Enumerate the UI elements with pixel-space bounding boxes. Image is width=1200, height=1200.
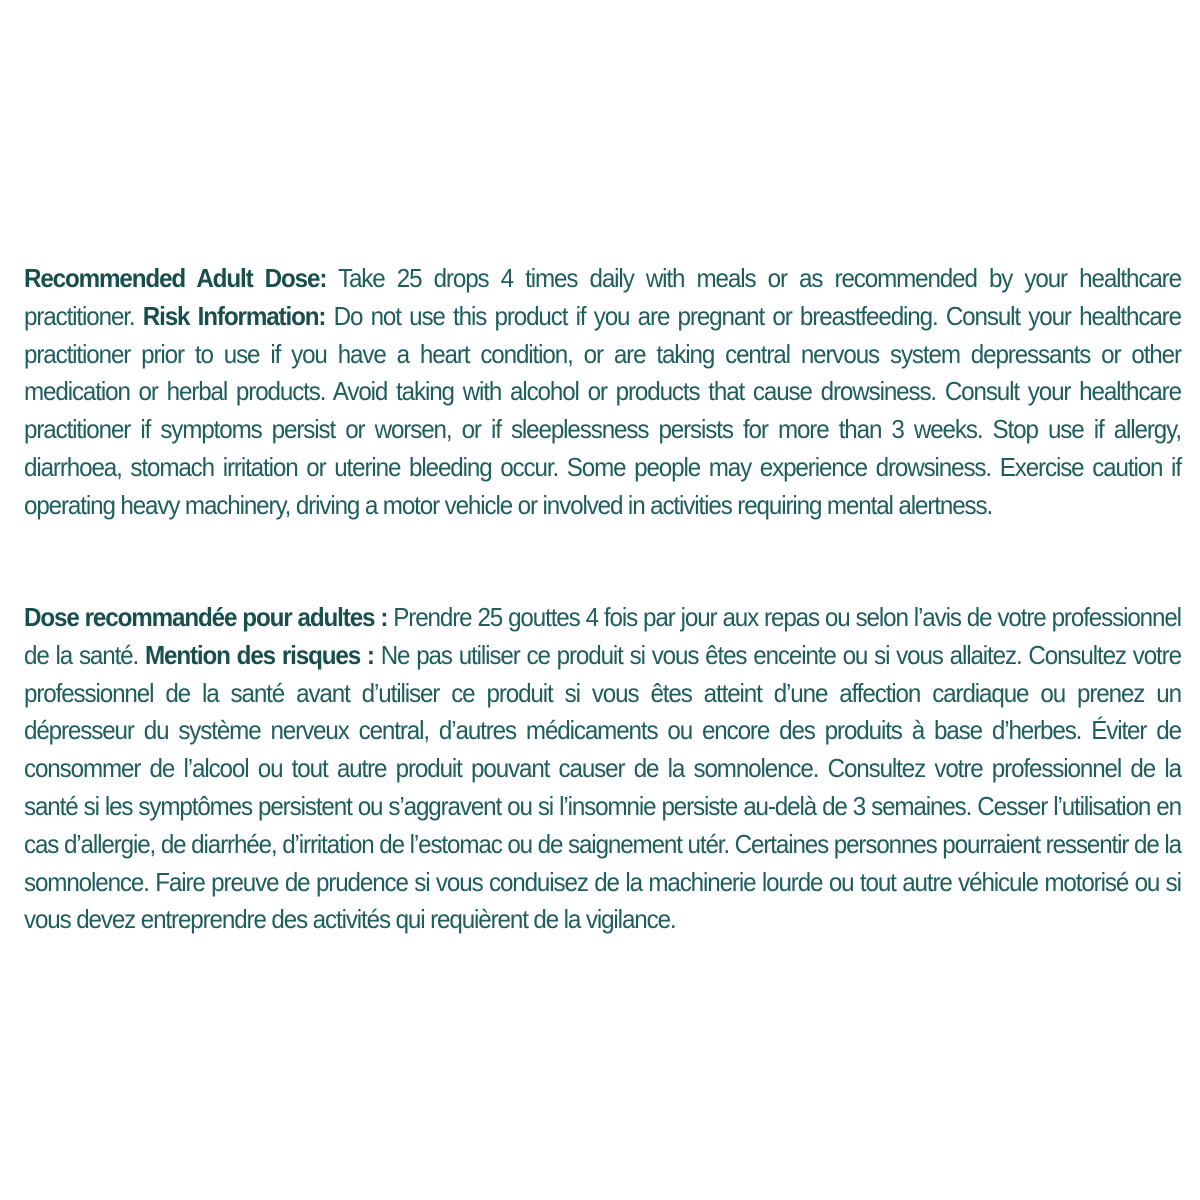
french-risk-heading: Mention des risques : <box>144 639 374 670</box>
english-risk-text: Do not use this product if you are pregnant or breastfeeding. Consult your healthcare practitioner prior to use if you have a heart condition, or are taking central nervous system depressants or other medication or herbal products. Avoid taking with alcohol or products that cause drowsiness. Consult your healthcare practitioner if symptoms persist or worsen, or if sleeplessness persists for more than 3 weeks. Stop use if allergy, diarrhoea, stomach irritation or uterine bleeding occur. Some people may experience drowsiness. Exercise caution if operating heavy machinery, driving a motor vehicle or involved in activities requiring mental alertness. <box>24 300 1181 520</box>
english-dose-heading: Recommended Adult Dose: <box>24 263 327 293</box>
english-risk-heading: Risk Information: <box>142 300 326 331</box>
english-dose-text: Take 25 drops 4 times daily with meals or as recommended by your healthcare practitioner. <box>24 263 1181 331</box>
french-risk-text: Ne pas utiliser ce produit si vous êtes enceinte ou si vous allaitez. Consultez votre professionnel de la santé avant d’utiliser ce produit si vous êtes atteint d’une affection cardiaque ou prenez un dépresseur du système nerveux central, d’autres médicaments ou encore des produits à base d’herbes. Éviter de consommer de l’alcool ou tout autre produit pouvant causer de la somnolence. Consultez votre professionnel de la santé si les symptômes persistent ou s’aggravent ou si l’insomnie persiste au-delà de 3 semaines. Cesser l’utilisation en cas d’allergie, de diarrhée, d’irritation de l’estomac ou de saignement utér. Certaines personnes pourraient ressentir de la somnolence. Faire preuve de prudence si vous conduisez de la machinerie lourde ou tout autre véhicule motorisé ou si vous devez entreprendre des activités qui requièrent de la vigilance. <box>24 639 1181 935</box>
english-dosage-paragraph <box>24 260 1181 525</box>
french-dose-heading: Dose recommandée pour adultes : <box>24 602 388 632</box>
french-dosage-paragraph <box>24 599 1181 939</box>
french-dose-text: Prendre 25 gouttes 4 fois par jour aux repas ou selon l’avis de votre professionnel de la santé. <box>24 602 1181 670</box>
